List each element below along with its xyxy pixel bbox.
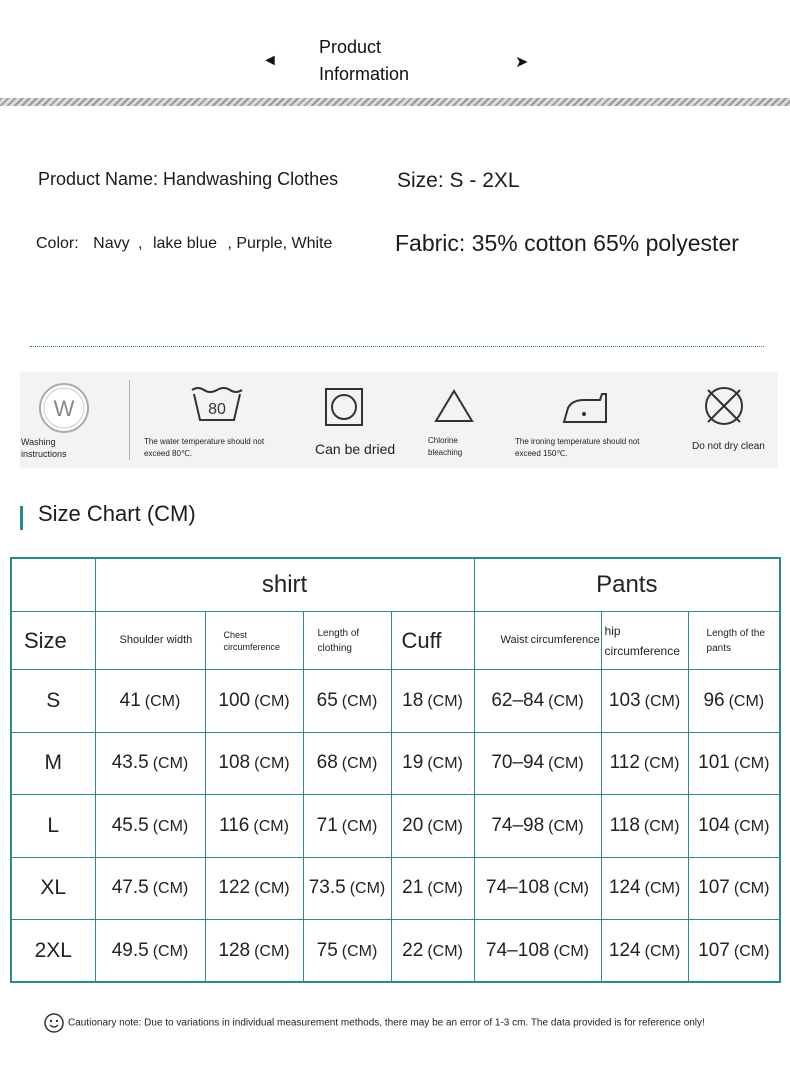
chest-cell (205, 732, 303, 794)
unit-label: (CM) (643, 817, 680, 835)
unit-label: (CM) (728, 693, 765, 710)
unit-label: (CM) (644, 880, 681, 898)
unit-label: (CM) (644, 693, 681, 710)
size-range: Size: S - 2XL (397, 169, 520, 192)
waist-value: 74–108 (486, 939, 550, 961)
chest-value: 116 (219, 814, 250, 836)
header-clothing-length: Length of clothing (303, 611, 391, 669)
waist-cell (474, 920, 601, 982)
unit-label: (CM) (427, 817, 463, 835)
cuff-cell (391, 670, 474, 732)
unit-label: (CM) (349, 880, 386, 898)
cautionary-note (44, 1013, 705, 1033)
wash-basin-icon (190, 386, 244, 422)
washing-label: Washing instructions (21, 437, 67, 459)
cuff-value: 18 (402, 690, 424, 711)
waist-cell (474, 857, 601, 919)
shirt-group-header: shirt (95, 558, 474, 611)
hip-value: 103 (608, 690, 641, 711)
header-cuff: Cuff (391, 611, 474, 669)
unit-label: (CM) (427, 755, 463, 773)
hip-value: 112 (609, 752, 640, 774)
length-cell (303, 670, 391, 732)
pants-cell (688, 732, 780, 794)
length-value: 68 (316, 752, 338, 774)
chest-cell (205, 670, 303, 732)
unit-label: (CM) (341, 755, 378, 773)
unit-label: (CM) (733, 942, 770, 960)
waist-cell (474, 670, 601, 732)
shoulder-cell (95, 920, 205, 982)
waist-cell (474, 795, 601, 857)
size-chart-accent-bar (20, 506, 23, 530)
chlorine-triangle-icon (434, 389, 474, 423)
size-chart-table (10, 557, 781, 983)
unit-label: (CM) (254, 693, 290, 710)
unit-label: (CM) (341, 817, 378, 835)
unit-label: (CM) (733, 880, 770, 898)
size-chart-title: Size Chart (CM) (38, 501, 196, 526)
no-dry-clean-label: Do not dry clean (692, 441, 765, 452)
cuff-cell (391, 795, 474, 857)
chest-cell (205, 920, 303, 982)
chest-value: 128 (218, 939, 251, 961)
unit-label: (CM) (644, 942, 681, 960)
pants-value: 107 (698, 939, 730, 961)
color-rest: , Purple, White (227, 235, 333, 252)
unit-label: (CM) (254, 880, 290, 898)
shoulder-value: 41 (119, 690, 141, 711)
unit-label: (CM) (341, 942, 378, 960)
wash-temp-label: The water temperature should not exceed 80℃. (144, 437, 265, 458)
cuff-value: 21 (402, 877, 424, 899)
color-navy: Navy (93, 235, 130, 252)
chest-cell (205, 857, 303, 919)
shoulder-value: 49.5 (111, 939, 149, 961)
chest-value: 108 (218, 752, 251, 774)
care-instructions (20, 372, 778, 468)
cautionary-note-text: Cautionary note: Due to variations in individual measurement methods, there may be an error of 1-3 cm. The data provided is for reference only! (68, 1017, 705, 1029)
column-header-row (11, 611, 780, 669)
product-name: Product Name: Handwashing Clothes (38, 169, 339, 189)
hip-cell (601, 795, 688, 857)
unit-label: (CM) (548, 693, 584, 710)
waist-value: 70–94 (491, 752, 545, 774)
size-cell: M (11, 732, 95, 794)
table-row (11, 857, 780, 919)
size-cell: 2XL (11, 920, 95, 982)
length-cell (303, 920, 391, 982)
unit-label: (CM) (427, 942, 463, 960)
right-arrow-icon: ➤ (515, 54, 529, 71)
cuff-value: 22 (402, 939, 424, 961)
shoulder-cell (95, 857, 205, 919)
hip-cell (601, 857, 688, 919)
unit-label: (CM) (152, 880, 189, 898)
unit-label: (CM) (733, 817, 770, 835)
size-cell: L (11, 795, 95, 857)
header-pants-length: Length of the pants (688, 611, 780, 669)
care-divider (129, 380, 130, 460)
table-row (11, 920, 780, 982)
cuff-cell (391, 732, 474, 794)
shoulder-value: 47.5 (111, 877, 149, 899)
pants-value: 107 (698, 877, 730, 899)
pants-cell (688, 857, 780, 919)
fabric: Fabric: 35% cotton 65% polyester (395, 230, 739, 256)
unit-label: (CM) (144, 693, 181, 710)
length-cell (303, 857, 391, 919)
unit-label: (CM) (643, 755, 680, 773)
dotted-divider (30, 346, 764, 347)
length-value: 71 (316, 814, 338, 836)
pants-group-header: Pants (474, 558, 780, 611)
iron-icon (560, 392, 610, 426)
waist-value: 62–84 (491, 690, 545, 711)
wash-temp-icon-text: 80 (208, 401, 226, 418)
corner-cell (11, 558, 95, 611)
header-shoulder-width: Shoulder width (95, 611, 205, 669)
unit-label: (CM) (548, 817, 584, 835)
unit-label: (CM) (254, 942, 290, 960)
length-value: 73.5 (308, 877, 346, 899)
waist-value: 74–108 (486, 877, 550, 899)
shoulder-value: 45.5 (111, 814, 149, 836)
length-cell (303, 732, 391, 794)
chest-cell (205, 795, 303, 857)
header-size: Size (11, 611, 95, 669)
smiley-icon (44, 1013, 64, 1033)
unit-label: (CM) (152, 817, 189, 835)
header-chest: Chest circumference (205, 611, 303, 669)
dried-label: Can be dried (315, 441, 396, 457)
pants-value: 104 (698, 814, 730, 836)
unit-label: (CM) (253, 817, 289, 835)
page-title-line1: Product (319, 37, 382, 57)
color-lake-blue: lake blue (152, 235, 217, 252)
cuff-cell (391, 920, 474, 982)
color-sep: , (138, 235, 143, 252)
hip-value: 124 (608, 877, 641, 899)
waist-value: 74–98 (491, 814, 545, 836)
tumble-dry-icon (324, 387, 364, 427)
unit-label: (CM) (548, 755, 584, 773)
size-cell: XL (11, 857, 95, 919)
hip-cell (601, 670, 688, 732)
washing-w-icon (38, 382, 90, 434)
cuff-value: 19 (402, 752, 424, 774)
page-title (319, 34, 409, 88)
no-dry-clean-icon (703, 385, 745, 427)
hatched-divider (0, 98, 790, 106)
color-row (36, 235, 332, 253)
pants-cell (688, 670, 780, 732)
header-hip: hip circumference (601, 611, 688, 669)
page-title-line2: Information (319, 64, 410, 84)
unit-label: (CM) (553, 942, 589, 960)
unit-label: (CM) (152, 942, 189, 960)
shoulder-cell (95, 670, 205, 732)
length-value: 75 (316, 939, 338, 961)
table-row (11, 732, 780, 794)
pants-value: 101 (698, 752, 730, 774)
table-row (11, 670, 780, 732)
hip-value: 124 (608, 939, 641, 961)
chest-value: 100 (218, 690, 251, 711)
color-label: Color: (36, 235, 79, 252)
shoulder-cell (95, 795, 205, 857)
length-value: 65 (316, 690, 338, 711)
header-waist: Waist circumference (474, 611, 601, 669)
cuff-value: 20 (402, 814, 424, 836)
unit-label: (CM) (152, 755, 189, 773)
hip-cell (601, 732, 688, 794)
shoulder-value: 43.5 (111, 752, 149, 774)
cuff-cell (391, 857, 474, 919)
shoulder-cell (95, 732, 205, 794)
unit-label: (CM) (427, 693, 463, 710)
svg-text:W: W (53, 396, 75, 421)
unit-label: (CM) (254, 755, 290, 773)
chest-value: 122 (218, 877, 251, 899)
group-header-row (11, 558, 780, 611)
hip-value: 118 (609, 814, 640, 836)
pants-value: 96 (703, 690, 725, 711)
waist-cell (474, 732, 601, 794)
left-arrow-icon: ◄ (262, 52, 278, 69)
pants-cell (688, 920, 780, 982)
ironing-label: The ironing temperature should not exceed 150℃. (515, 437, 640, 458)
chlorine-label: Chlorine bleaching (428, 436, 463, 457)
hip-cell (601, 920, 688, 982)
unit-label: (CM) (341, 693, 378, 710)
unit-label: (CM) (733, 755, 770, 773)
table-row (11, 795, 780, 857)
pants-cell (688, 795, 780, 857)
length-cell (303, 795, 391, 857)
size-cell: S (11, 670, 95, 732)
unit-label: (CM) (427, 880, 463, 898)
unit-label: (CM) (553, 880, 589, 898)
